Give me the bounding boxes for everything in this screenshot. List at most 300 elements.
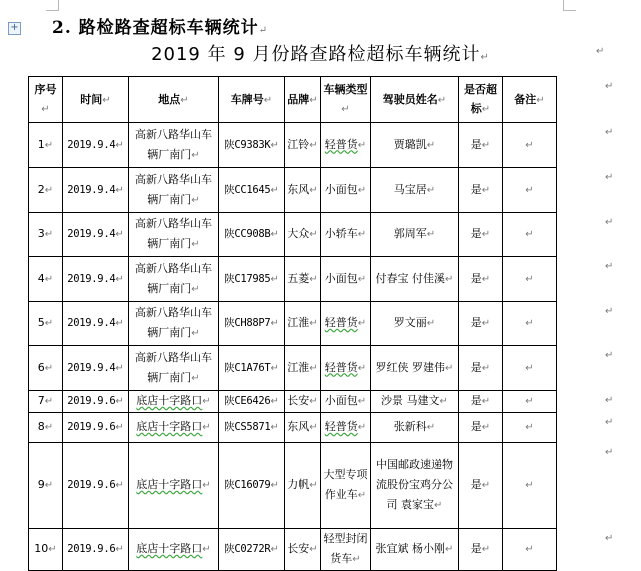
table-row [29, 123, 557, 168]
location-cell[interactable] [129, 213, 219, 257]
vehicle-type-cell-text: 大型专项作业车 [323, 468, 368, 501]
plate-cell-text: 陕CC1645 [224, 183, 271, 196]
column-header: 地点↵ [129, 77, 219, 123]
brand-cell-text: 长安 [287, 542, 310, 555]
driver-cell[interactable] [371, 168, 459, 213]
paragraph-mark-icon: ↵ [115, 139, 124, 151]
row-number-cell-text: 1 [37, 137, 45, 151]
vehicle-type-cell[interactable] [321, 443, 371, 529]
paragraph-mark-icon: ↵ [309, 184, 318, 196]
paragraph-mark-icon: ↵ [115, 396, 124, 407]
paragraph-mark-icon: ↵ [44, 184, 54, 196]
table-row [29, 413, 557, 443]
plate-cell-text: 陕CH88P7 [224, 317, 271, 329]
table-row [29, 443, 557, 529]
paragraph-mark-icon: ↵ [115, 422, 124, 433]
paragraph-mark-icon: ↵ [525, 139, 534, 151]
paragraph-mark-icon: ↵ [481, 139, 491, 151]
vehicle-type-cell[interactable] [321, 302, 371, 346]
location-cell-text: 高新八路华山车辆厂南门 [135, 306, 212, 339]
row-number-cell[interactable] [29, 302, 63, 346]
over-limit-cell-text: 是 [470, 271, 482, 285]
date-cell-text: 2019.9.4 [67, 361, 116, 374]
paragraph-mark-icon: ↵ [525, 229, 534, 240]
plate-cell[interactable] [219, 391, 285, 413]
paragraph-mark-icon: ↵ [191, 283, 200, 295]
driver-cell[interactable] [371, 346, 459, 391]
note-cell[interactable] [503, 413, 557, 443]
note-cell[interactable] [503, 213, 557, 257]
driver-cell[interactable] [371, 443, 459, 529]
driver-cell[interactable] [371, 391, 459, 413]
date-cell[interactable] [63, 346, 129, 391]
plate-cell-text: 陕CC908B [224, 228, 271, 240]
row-end-mark-icon: ↵ [605, 416, 614, 428]
location-cell-text: 高新八路华山车辆厂南门 [135, 127, 212, 161]
location-cell-text: 底店十字路口 [136, 394, 203, 407]
note-cell[interactable] [503, 168, 557, 213]
location-cell-text: 高新八路华山车辆厂南门 [135, 350, 212, 384]
brand-cell[interactable] [285, 168, 321, 213]
brand-cell[interactable] [285, 529, 321, 571]
date-cell-text: 2019.9.6 [67, 395, 116, 407]
date-cell[interactable] [63, 413, 129, 443]
row-number-cell[interactable] [29, 443, 63, 529]
brand-cell[interactable] [285, 413, 321, 443]
paragraph-mark-icon: ↵ [525, 273, 534, 285]
paragraph-mark-icon: ↵ [357, 273, 367, 285]
paragraph-mark-icon: ↵ [270, 396, 279, 407]
date-cell-text: 2019.9.6 [67, 421, 116, 433]
brand-cell-text: 江淮 [287, 360, 310, 374]
paragraph-mark-icon: ↵ [115, 544, 124, 555]
row-end-mark-icon: ↵ [605, 305, 614, 317]
date-cell[interactable] [63, 302, 129, 346]
driver-cell-text: 马宝居 [393, 182, 427, 196]
paragraph-mark-icon: ↵ [426, 422, 436, 433]
location-cell[interactable] [129, 529, 219, 571]
vehicle-type-cell-text: 轻普货 [324, 420, 358, 433]
paragraph-mark-icon: ↵ [481, 422, 491, 433]
location-cell-text: 底店十字路口 [136, 478, 203, 491]
location-cell-text: 底店十字路口 [136, 542, 203, 555]
paragraph-mark-icon: ↵ [426, 229, 436, 240]
row-end-mark-icon: ↵ [605, 349, 614, 361]
driver-cell[interactable] [371, 413, 459, 443]
brand-cell[interactable] [285, 346, 321, 391]
brand-cell-text: 长安 [287, 394, 310, 407]
paragraph-mark-icon: ↵ [44, 422, 54, 433]
date-cell-text: 2019.9.4 [67, 138, 116, 151]
column-header: 车牌号↵ [219, 77, 285, 123]
driver-cell-text: 中国邮政速递物流股份宝鸡分公司 袁家宝 [376, 458, 453, 511]
over-limit-cell[interactable] [459, 346, 503, 391]
paragraph-mark-icon: ↵ [44, 273, 54, 285]
brand-cell-text: 力帆 [287, 478, 310, 491]
row-number-cell[interactable] [29, 346, 63, 391]
table-title [0, 40, 641, 66]
paragraph-mark-icon: ↵ [44, 396, 54, 407]
plate-cell[interactable] [219, 529, 285, 571]
paragraph-mark-icon: ↵ [309, 396, 318, 407]
location-cell[interactable] [129, 302, 219, 346]
note-cell[interactable] [503, 391, 557, 413]
row-number-cell[interactable] [29, 529, 63, 571]
row-number-cell[interactable] [29, 413, 63, 443]
paragraph-mark-icon: ↵ [525, 480, 534, 491]
paragraph-mark-icon: ↵ [352, 554, 361, 565]
row-number-cell-text: 3 [37, 227, 45, 240]
paragraph-mark-icon: ↵ [44, 229, 54, 240]
row-number-cell-text: 10 [34, 542, 49, 555]
row-number-cell[interactable] [29, 123, 63, 168]
paragraph-mark-icon: ↵ [191, 149, 200, 161]
plate-cell[interactable] [219, 413, 285, 443]
vehicle-type-cell-text: 轻普货 [324, 137, 358, 151]
location-cell-text: 高新八路华山车辆厂南门 [135, 172, 212, 206]
vehicle-type-cell-text: 轻普货 [324, 316, 358, 329]
plate-cell-text: 陕CE6426 [224, 395, 271, 407]
date-cell-text: 2019.9.6 [67, 479, 116, 491]
table-move-handle-icon[interactable]: + [8, 22, 21, 35]
plate-cell-text: 陕C17985 [224, 272, 271, 285]
paragraph-mark-icon: ↵ [309, 318, 318, 329]
brand-cell[interactable] [285, 123, 321, 168]
paragraph-mark-icon: ↵ [481, 544, 491, 555]
location-cell[interactable] [129, 123, 219, 168]
paragraph-mark-icon: ↵ [44, 139, 54, 151]
paragraph-mark-icon: ↵ [357, 229, 367, 240]
driver-cell-text: 罗红侠 罗建伟 [375, 360, 446, 374]
row-number-cell-text: 2 [37, 182, 45, 196]
row-end-mark-icon: ↵ [605, 394, 614, 406]
column-header: 车辆类型↵ [321, 77, 371, 123]
paragraph-mark-icon: ↵ [258, 25, 269, 36]
vehicle-type-cell[interactable] [321, 257, 371, 302]
location-cell[interactable] [129, 391, 219, 413]
brand-cell-text: 江铃 [287, 137, 310, 151]
plate-cell[interactable] [219, 302, 285, 346]
brand-cell[interactable] [285, 391, 321, 413]
paragraph-mark-icon: ↵ [357, 422, 367, 433]
paragraph-mark-icon: ↵ [309, 362, 318, 374]
paragraph-mark-icon: ↵ [44, 480, 54, 491]
paragraph-mark-icon: ↵ [426, 139, 436, 151]
paragraph-mark-icon: ↵ [115, 362, 124, 374]
date-cell-text: 2019.9.4 [67, 272, 116, 285]
paragraph-mark-icon: ↵ [525, 362, 534, 374]
note-cell[interactable] [503, 346, 557, 391]
paragraph-mark-icon: ↵ [270, 229, 279, 240]
paragraph-mark-icon: ↵ [525, 318, 534, 329]
row-number-cell-text: 5 [37, 316, 45, 329]
column-header: 序号↵ [29, 77, 63, 123]
brand-cell[interactable] [285, 443, 321, 529]
row-end-mark-icon: ↵ [605, 126, 614, 138]
over-limit-cell[interactable] [459, 123, 503, 168]
paragraph-mark-icon: ↵ [481, 362, 491, 374]
plate-cell-text: 陕C9383K [224, 138, 271, 151]
date-cell-text: 2019.9.4 [67, 317, 116, 329]
table-row [29, 302, 557, 346]
over-limit-cell-text: 是 [470, 137, 482, 151]
paragraph-mark-icon: ↵ [44, 362, 54, 374]
paragraph-mark-icon: ↵ [115, 480, 124, 491]
paragraph-mark-icon: ↵ [202, 396, 211, 407]
plate-cell[interactable] [219, 346, 285, 391]
driver-cell-text: 贾璐凯 [393, 137, 427, 151]
column-header: 时间↵ [63, 77, 129, 123]
row-end-mark-icon: ↵ [605, 260, 614, 272]
column-header: 品牌↵ [285, 77, 321, 123]
paragraph-mark-icon: ↵ [48, 544, 57, 555]
driver-cell[interactable] [371, 529, 459, 571]
paragraph-mark-icon: ↵ [309, 422, 318, 433]
row-number-cell-text: 9 [37, 478, 45, 491]
brand-cell-text: 江淮 [287, 316, 310, 329]
date-cell-text: 2019.9.4 [67, 228, 116, 240]
vehicle-type-cell-text: 小面包 [324, 394, 358, 407]
over-limit-cell-text: 是 [470, 227, 482, 240]
note-cell[interactable] [503, 529, 557, 571]
vehicle-type-cell-text: 小面包 [324, 271, 358, 285]
location-cell-text: 高新八路华山车辆厂南门 [135, 261, 212, 295]
brand-cell[interactable] [285, 213, 321, 257]
paragraph-mark-icon: ↵ [191, 372, 200, 384]
paragraph-mark-icon: ↵ [270, 184, 279, 196]
date-cell[interactable] [63, 529, 129, 571]
paragraph-mark-icon: ↵ [525, 184, 534, 196]
vehicle-type-cell-text: 轻型封闭货车 [323, 532, 368, 565]
paragraph-mark-icon: ↵ [202, 422, 211, 433]
location-cell[interactable] [129, 257, 219, 302]
over-limit-cell[interactable] [459, 213, 503, 257]
vehicle-type-cell-text: 小面包 [324, 182, 358, 196]
section-heading [52, 13, 268, 38]
paragraph-mark-icon: ↵ [357, 139, 367, 151]
row-number-cell[interactable] [29, 168, 63, 213]
note-cell[interactable] [503, 257, 557, 302]
paragraph-mark-icon: ↵ [202, 544, 211, 555]
over-limit-cell[interactable] [459, 302, 503, 346]
vehicle-type-cell[interactable] [321, 413, 371, 443]
brand-cell[interactable] [285, 257, 321, 302]
driver-cell[interactable] [371, 123, 459, 168]
paragraph-mark-icon: ↵ [270, 544, 279, 555]
plate-cell[interactable] [219, 213, 285, 257]
date-cell-text: 2019.9.6 [67, 543, 116, 555]
over-limit-cell[interactable] [459, 413, 503, 443]
paragraph-mark-icon: ↵ [525, 544, 534, 555]
plate-cell-text: 陕C16079 [224, 479, 271, 491]
row-end-mark-icon: ↵ [605, 80, 614, 92]
paragraph-mark-icon: ↵ [481, 229, 491, 240]
row-number-cell[interactable] [29, 391, 63, 413]
location-cell[interactable] [129, 413, 219, 443]
over-limit-cell[interactable] [459, 168, 503, 213]
paragraph-mark-icon: ↵ [439, 396, 448, 407]
date-cell[interactable] [63, 257, 129, 302]
paragraph-mark-icon: ↵ [481, 480, 491, 491]
date-cell-text: 2019.9.4 [67, 183, 116, 196]
over-limit-cell-text: 是 [470, 316, 482, 329]
driver-cell[interactable] [371, 257, 459, 302]
brand-cell[interactable] [285, 302, 321, 346]
paragraph-mark-icon: ↵ [309, 139, 318, 151]
paragraph-mark-icon: ↵ [525, 396, 534, 407]
table-row [29, 213, 557, 257]
paragraph-mark-icon: ↵ [270, 480, 279, 491]
table-row [29, 529, 557, 571]
driver-cell[interactable] [371, 302, 459, 346]
plate-cell-text: 陕CS5871 [224, 421, 271, 433]
driver-cell-text: 罗文丽 [393, 316, 427, 329]
paragraph-mark-icon: ↵ [357, 396, 367, 407]
location-cell-text: 高新八路华山车辆厂南门 [135, 217, 212, 250]
over-limit-cell-text: 是 [470, 542, 482, 555]
paragraph-mark-icon: ↵ [480, 52, 490, 63]
over-limit-cell[interactable] [459, 257, 503, 302]
paragraph-mark-icon: ↵ [357, 490, 367, 501]
paragraph-mark-icon: ↵ [191, 194, 200, 206]
paragraph-mark-icon: ↵ [270, 318, 279, 329]
paragraph-mark-icon: ↵ [426, 184, 436, 196]
brand-cell-text: 五菱 [287, 271, 310, 285]
paragraph-mark-icon: ↵ [270, 139, 279, 151]
vehicle-type-cell[interactable] [321, 529, 371, 571]
paragraph-mark-icon: ↵ [202, 480, 211, 491]
row-number-cell-text: 4 [37, 271, 45, 285]
paragraph-mark-icon: ↵ [357, 184, 367, 196]
over-limit-cell-text: 是 [470, 420, 482, 433]
plate-cell-text: 陕C1A76T [224, 361, 271, 374]
location-cell[interactable] [129, 443, 219, 529]
paragraph-mark-icon: ↵ [525, 422, 534, 433]
paragraph-mark-icon: ↵ [481, 396, 491, 407]
date-cell[interactable] [63, 391, 129, 413]
paragraph-mark-icon: ↵ [44, 318, 54, 329]
over-limit-cell-text: 是 [470, 478, 482, 491]
paragraph-mark-icon: ↵ [115, 318, 124, 329]
location-cell-text: 底店十字路口 [136, 420, 203, 433]
table-row [29, 391, 557, 413]
date-cell[interactable] [63, 168, 129, 213]
date-cell[interactable] [63, 443, 129, 529]
paragraph-mark-icon: ↵ [309, 273, 318, 285]
plate-cell[interactable] [219, 443, 285, 529]
driver-cell-text: 张新科 [393, 420, 427, 433]
location-cell[interactable] [129, 346, 219, 391]
table-row [29, 168, 557, 213]
vehicle-type-cell-text: 小轿车 [324, 227, 358, 240]
vehicle-type-cell[interactable] [321, 213, 371, 257]
paragraph-mark-icon: ↵ [191, 328, 200, 339]
note-cell[interactable] [503, 302, 557, 346]
paragraph-mark-icon: ↵ [191, 239, 200, 250]
row-number-cell[interactable] [29, 213, 63, 257]
over-limit-cell-text: 是 [470, 182, 482, 196]
driver-cell-text: 郭周军 [393, 227, 427, 240]
paragraph-mark-icon: ↵ [426, 318, 436, 329]
note-cell[interactable] [503, 123, 557, 168]
plate-cell[interactable] [219, 123, 285, 168]
paragraph-mark-icon: ↵ [596, 46, 605, 57]
driver-cell-text: 张宜斌 杨小刚 [375, 542, 446, 555]
over-limit-cell[interactable] [459, 529, 503, 571]
paragraph-mark-icon: ↵ [481, 184, 491, 196]
row-number-cell-text: 8 [37, 420, 45, 433]
column-header: 备注↵ [503, 77, 557, 123]
paragraph-mark-icon: ↵ [481, 273, 491, 285]
row-number-cell-text: 6 [37, 360, 45, 374]
column-header: 是否超标↵ [459, 77, 503, 123]
row-end-mark-icon: ↵ [605, 171, 614, 183]
row-end-mark-icon: ↵ [605, 216, 614, 228]
plate-cell[interactable] [219, 257, 285, 302]
driver-cell-text: 付春宝 付佳溪 [375, 271, 446, 285]
paragraph-mark-icon: ↵ [357, 362, 367, 374]
over-limit-cell-text: 是 [470, 360, 482, 374]
section-heading-text: 2. 路检路查超标车辆统计 [52, 18, 259, 38]
driver-cell-text: 沙景 马建文 [381, 394, 440, 407]
row-number-cell-text: 7 [37, 394, 45, 407]
brand-cell-text: 东风 [287, 182, 310, 196]
table-title-text: 2019 年 9 月份路查路检超标车辆统计 [151, 44, 481, 65]
paragraph-mark-icon: ↵ [309, 229, 318, 240]
paragraph-mark-icon: ↵ [481, 318, 491, 329]
driver-cell[interactable] [371, 213, 459, 257]
vehicle-type-cell[interactable] [321, 346, 371, 391]
paragraph-mark-icon: ↵ [445, 273, 454, 285]
date-cell[interactable] [63, 213, 129, 257]
table-header-row [29, 77, 557, 123]
note-cell[interactable] [503, 443, 557, 529]
paragraph-mark-icon: ↵ [115, 184, 124, 196]
vehicle-type-cell[interactable] [321, 168, 371, 213]
location-cell[interactable] [129, 168, 219, 213]
vehicle-type-cell[interactable] [321, 391, 371, 413]
paragraph-mark-icon: ↵ [115, 273, 124, 285]
paragraph-mark-icon: ↵ [445, 362, 454, 374]
over-limit-cell[interactable] [459, 391, 503, 413]
paragraph-mark-icon: ↵ [434, 500, 443, 511]
paragraph-mark-icon: ↵ [357, 318, 367, 329]
date-cell[interactable] [63, 123, 129, 168]
brand-cell-text: 东风 [287, 420, 310, 433]
plate-cell[interactable] [219, 168, 285, 213]
row-end-mark-icon: ↵ [605, 446, 614, 458]
statistics-table [28, 76, 557, 571]
over-limit-cell-text: 是 [470, 394, 482, 407]
paragraph-mark-icon: ↵ [270, 422, 279, 433]
vehicle-type-cell-text: 轻普货 [324, 360, 358, 374]
page-corner-mark [46, 0, 59, 11]
brand-cell-text: 大众 [287, 227, 310, 240]
over-limit-cell[interactable] [459, 443, 503, 529]
column-header: 驾驶员姓名↵ [371, 77, 459, 123]
paragraph-mark-icon: ↵ [270, 273, 279, 285]
page-corner-mark [563, 0, 576, 11]
plate-cell-text: 陕C0272R [224, 543, 271, 555]
paragraph-mark-icon: ↵ [309, 480, 318, 491]
table-row [29, 346, 557, 391]
paragraph-mark-icon: ↵ [115, 229, 124, 240]
paragraph-mark-icon: ↵ [270, 362, 279, 374]
table-row [29, 257, 557, 302]
paragraph-mark-icon: ↵ [309, 544, 318, 555]
vehicle-type-cell[interactable] [321, 123, 371, 168]
row-number-cell[interactable] [29, 257, 63, 302]
